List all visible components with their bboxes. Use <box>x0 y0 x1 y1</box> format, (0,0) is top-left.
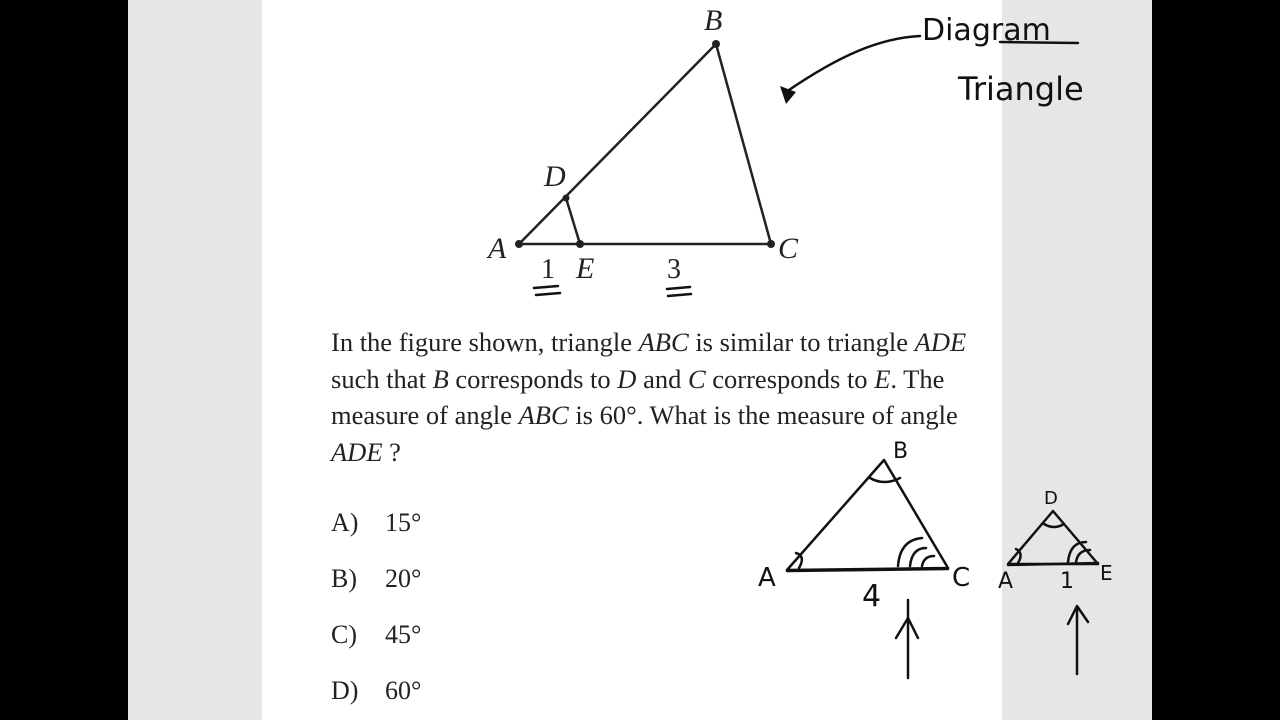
sketch-side-ae: 1 <box>1060 569 1074 594</box>
sketch-label-c: C <box>952 563 971 593</box>
sketch-side-ac: 4 <box>862 579 882 614</box>
sketch-label-d: D <box>1044 488 1058 509</box>
question-text: In the figure shown, triangle ABC is similar to triangle ADE such that B corresponds to D and C corresponds to E. The measure of angle ABC is 60°. What is the measure of angle ADE ? <box>331 327 967 467</box>
triangle-note: Triangle <box>958 70 1084 108</box>
label-d: D <box>544 160 566 193</box>
triangle-figure <box>519 44 771 244</box>
choice-value: 20° <box>385 564 422 593</box>
sketch-label-a: A <box>758 563 776 593</box>
choice-b[interactable] <box>331 564 422 594</box>
choice-value: 60° <box>385 676 422 705</box>
sketch-label-e: E <box>1100 561 1113 585</box>
choice-d[interactable] <box>331 676 422 706</box>
choice-letter: A) <box>331 508 359 537</box>
vertex-dots <box>515 40 775 248</box>
diagram-note: Diagram <box>922 13 1051 48</box>
choice-value: 45° <box>385 620 422 649</box>
sketch-triangle-abc <box>787 460 948 678</box>
side-ab <box>519 44 716 244</box>
choice-letter: D) <box>331 676 359 705</box>
choice-a[interactable] <box>331 508 422 538</box>
handwritten-equal-marks <box>534 286 691 296</box>
side-bc <box>716 44 771 244</box>
length-ae: 1 <box>541 254 555 285</box>
label-c: C <box>778 232 799 265</box>
arrowhead-icon <box>780 86 796 104</box>
label-b: B <box>704 4 723 37</box>
choice-letter: C) <box>331 620 357 649</box>
segment-de <box>566 198 580 244</box>
sketch-label-b: B <box>893 439 909 464</box>
choice-value: 15° <box>385 508 422 537</box>
choice-letter: B) <box>331 564 357 593</box>
choice-c[interactable] <box>331 620 422 650</box>
label-a: A <box>488 232 507 265</box>
length-ec: 3 <box>667 254 681 285</box>
sketch-label-a-small: A <box>998 569 1014 594</box>
sketch-triangle-ade <box>1008 511 1098 674</box>
label-e: E <box>576 252 595 285</box>
